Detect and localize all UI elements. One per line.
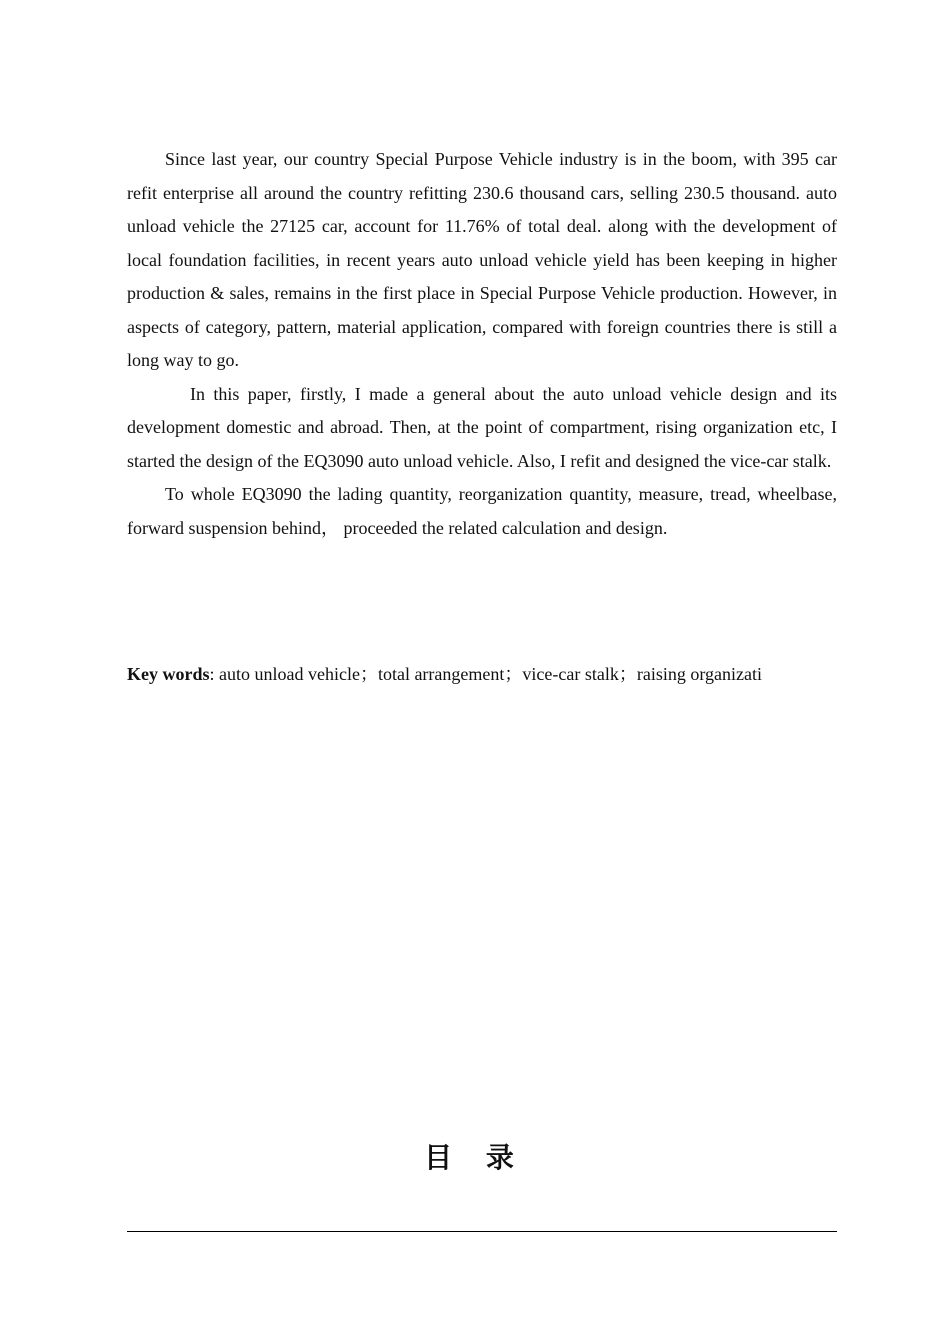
abstract-paragraph-3: To whole EQ3090 the lading quantity, reorganization quantity, measure, tread, wheelbase, forward suspension behind， proceeded the related calculation and design. [127, 484, 837, 538]
horizontal-rule [127, 1231, 837, 1232]
abstract-body [127, 143, 837, 545]
keywords-label: Key words [127, 664, 210, 684]
keywords-line [127, 658, 847, 691]
keywords-text: : auto unload vehicle；total arrangement；vice-car stalk；raising organizati [209, 664, 762, 684]
abstract-paragraph-2: In this paper, firstly, I made a general about the auto unload vehicle design and its development domestic and abroad. Then, at the point of compartment, rising organization etc, I started the design of the EQ3090 auto unload vehicle. Also, I refit and designed the vice-car stalk. [127, 383, 837, 471]
abstract-paragraph-1: Since last year, our country Special Purpose Vehicle industry is in the boom, with 395 car refit enterprise all around the country refitting 230.6 thousand cars, selling 230.5 thousand. auto unload vehicle the 27125 car, account for 11.76% of total deal. along with the development of local foundation facilities, in recent years auto unload vehicle yield has been keeping in higher production & sales, remains in the first place in Special Purpose Vehicle production. However, in aspects of category, pattern, material application, compared with foreign countries there is still a long way to go. [127, 149, 837, 370]
toc-title: 目 录 [424, 1141, 526, 1174]
